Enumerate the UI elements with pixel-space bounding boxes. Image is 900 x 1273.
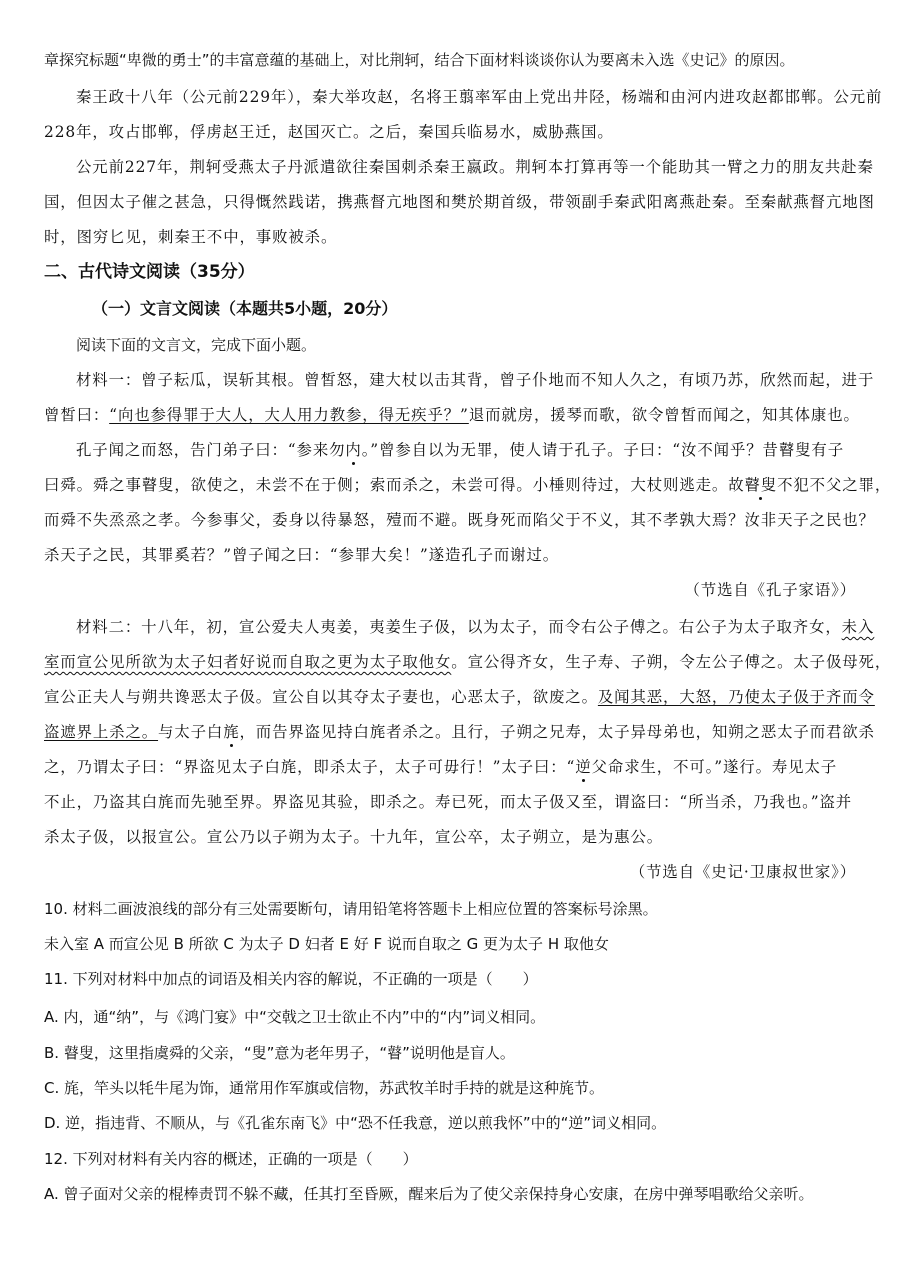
material2-line-5-start: 之，乃谓太子曰：“界盗见太子白旄，即杀太子，太子可毋行！”太子曰：“ [44, 758, 576, 776]
dotted-word-ni: 逆 [575, 758, 592, 776]
material2-line-1 [76, 616, 875, 638]
question-12: 12. 下列对材料有关内容的概述，正确的一项是（ ） [44, 1150, 418, 1168]
intro-line-5: 国，但因太子催之甚急，只得慨然践诺，携燕督亢地图和樊於期首级，带领副手秦武阳离燕赴秦。至秦献燕督亢地图 [44, 193, 875, 211]
instruction-text: 阅读下面的文言文，完成下面小题。 [76, 336, 317, 354]
intro-line-6: 时，图穷匕见，刺秦王不中，事败被杀。 [44, 228, 338, 246]
material2-source: （节选自《史记·卫康叔世家》） [629, 863, 856, 881]
material1-line-3-end: 。”曾参自以为无罪，使人请于孔子。子曰：“汝不闻乎？昔瞽叟有子 [361, 441, 844, 459]
material2-line-7: 杀太子伋，以报宣公。宣公乃以子朔为太子。十九年，宣公卒，太子朔立，是为惠公。 [44, 828, 664, 846]
intro-line-3: 228年，攻占邯郸，俘虏赵王迁，赵国灭亡。之后，秦国兵临易水，威胁燕国。 [44, 123, 614, 141]
intro-line-2: 秦王政十八年（公元前229年），秦大举攻赵，名将王翦率军由上党出井陉，杨端和由河内进攻赵都邯郸。公元前 [76, 88, 883, 106]
question-11: 11. 下列对材料中加点的词语及相关内容的解说，不正确的一项是（ ） [44, 970, 538, 988]
question-10: 10. 材料二画波浪线的部分有三处需要断句，请用铅笔将答题卡上相应位置的答案标号涂黑。 [44, 900, 658, 918]
material1-line-4 [44, 474, 892, 496]
material2-line-5 [44, 756, 856, 778]
material2-line-4-mid: 与太子白 [158, 723, 224, 741]
material2-line-3 [44, 686, 875, 708]
question-12-option-a: A. 曾子面对父亲的棍棒责罚不躲不藏，任其打至昏厥，醒来后为了使父亲保持身心安康，在房中弹琴唱歌给父亲听。 [44, 1185, 814, 1203]
question-11-option-d: D. 逆，指违背、不顺从，与《孔雀东南飞》中“恐不任我意，逆以煎我怀”中的“逆”词义相同。 [44, 1114, 667, 1132]
material2-line-3-start: 宣公正夫人与朔共谗恶太子伋。宣公自以其夺太子妻也，心恶太子，欲废之。 [44, 688, 598, 706]
wavy-underline-sentence: 室而宣公见所欲为太子妇者好说而自取之更为太子取他女 [44, 653, 452, 671]
material2-line-2 [44, 651, 892, 673]
dotted-word-gusou: 瞽叟 [744, 476, 778, 494]
question-11-option-c: C. 旄，竿头以牦牛尾为饰，通常用作军旗或信物，苏武牧羊时手持的就是这种旄节。 [44, 1079, 605, 1097]
material1-line-3 [76, 439, 856, 461]
material1-line-2 [44, 404, 860, 426]
subsection-title: （一）文言文阅读（本题共5小题，20分） [92, 299, 398, 318]
material1-line-3-start: 孔子闻之而怒，告门弟子曰：“参来勿 [76, 441, 346, 459]
section-title: 二、古代诗文阅读（35分） [44, 262, 255, 282]
material1-source: （节选自《孔子家语》） [684, 581, 856, 599]
intro-line-1: 章探究标题“卑微的勇士”的丰富意蕴的基础上，对比荆轲，结合下面材料谈谈你认为要离未入选《史记》的原因。 [44, 51, 795, 69]
underlined-sentence-2b: 盗遮界上杀之。 [44, 723, 159, 741]
underlined-sentence-1: “向也参得罪于大人，大人用力教参，得无疾乎？” [109, 406, 469, 424]
material1-line-2-end: 退而就房，援琴而歌，欲令曾皙而闻之，知其体康也。 [468, 406, 860, 424]
material2-line-4 [44, 721, 875, 743]
material1-line-1: 材料一：曾子耘瓜，误斩其根。曾皙怒，建大杖以击其背，曾子仆地而不知人久之，有顷乃苏，欣然而起，进于 [76, 371, 875, 389]
question-11-option-a: A. 内，通“纳”，与《鸿门宴》中“交戟之卫士欲止不内”中的“内”词义相同。 [44, 1008, 546, 1026]
wavy-underline-start: 未入 [841, 618, 875, 636]
intro-line-4: 公元前227年，荆轲受燕太子丹派遣欲往秦国刺杀秦王嬴政。荆轲本打算再等一个能助其一臂之力的朋友共赴秦 [76, 158, 874, 176]
material1-line-2-start: 曾皙曰： [44, 406, 110, 424]
material1-line-6: 杀天子之民，其罪奚若？”曾子闻之曰：“参罪大矣！”遂造孔子而谢过。 [44, 546, 560, 564]
material1-line-4-start: 曰舜。舜之事瞽叟，欲使之，未尝不在于侧；索而杀之，未尝可得。小棰则待过，大杖则逃走。故 [44, 476, 745, 494]
material1-line-4-end: 不犯不父之罪， [777, 476, 892, 494]
material2-line-6: 不止，乃盗其白旄而先驰至界。界盗见其验，即杀之。寿已死，而太子伋又至，谓盗曰：“所当杀，乃我也。”盗并 [44, 793, 853, 811]
question-10-options: 未入室 A 而宣公见 B 所欲 C 为太子 D 妇者 E 好 F 说而自取之 G 更为太子 H 取他女 [44, 935, 609, 953]
material2-line-5-end: 父命求生，不可。”遂行。寿见太子 [591, 758, 838, 776]
material2-line-4-end: ，而告界盗见持白旄者杀之。且行，子朔之兄寿，太子异母弟也，知朔之恶太子而君欲杀 [239, 723, 875, 741]
material2-line-1-start: 材料二：十八年，初，宣公爱夫人夷姜，夷姜生子伋，以为太子，而令右公子傅之。右公子为太子取齐女， [76, 618, 842, 636]
dotted-word-nei: 内 [345, 441, 362, 459]
material2-line-2-end: 。宣公得齐女，生子寿、子朔，令左公子傅之。太子伋母死， [451, 653, 892, 671]
material1-line-5: 而舜不失烝烝之孝。今参事父，委身以待暴怒，殪而不避。既身死而陷父于不义，其不孝孰大焉？汝非天子之民也？ [44, 511, 875, 529]
question-11-option-b: B. 瞽叟，这里指虞舜的父亲，“叟”意为老年男子，“瞽”说明他是盲人。 [44, 1044, 515, 1062]
dotted-word-mao: 旄 [223, 723, 240, 741]
underlined-sentence-2a: 及闻其恶，大怒，乃使太子伋于齐而令 [597, 688, 875, 706]
